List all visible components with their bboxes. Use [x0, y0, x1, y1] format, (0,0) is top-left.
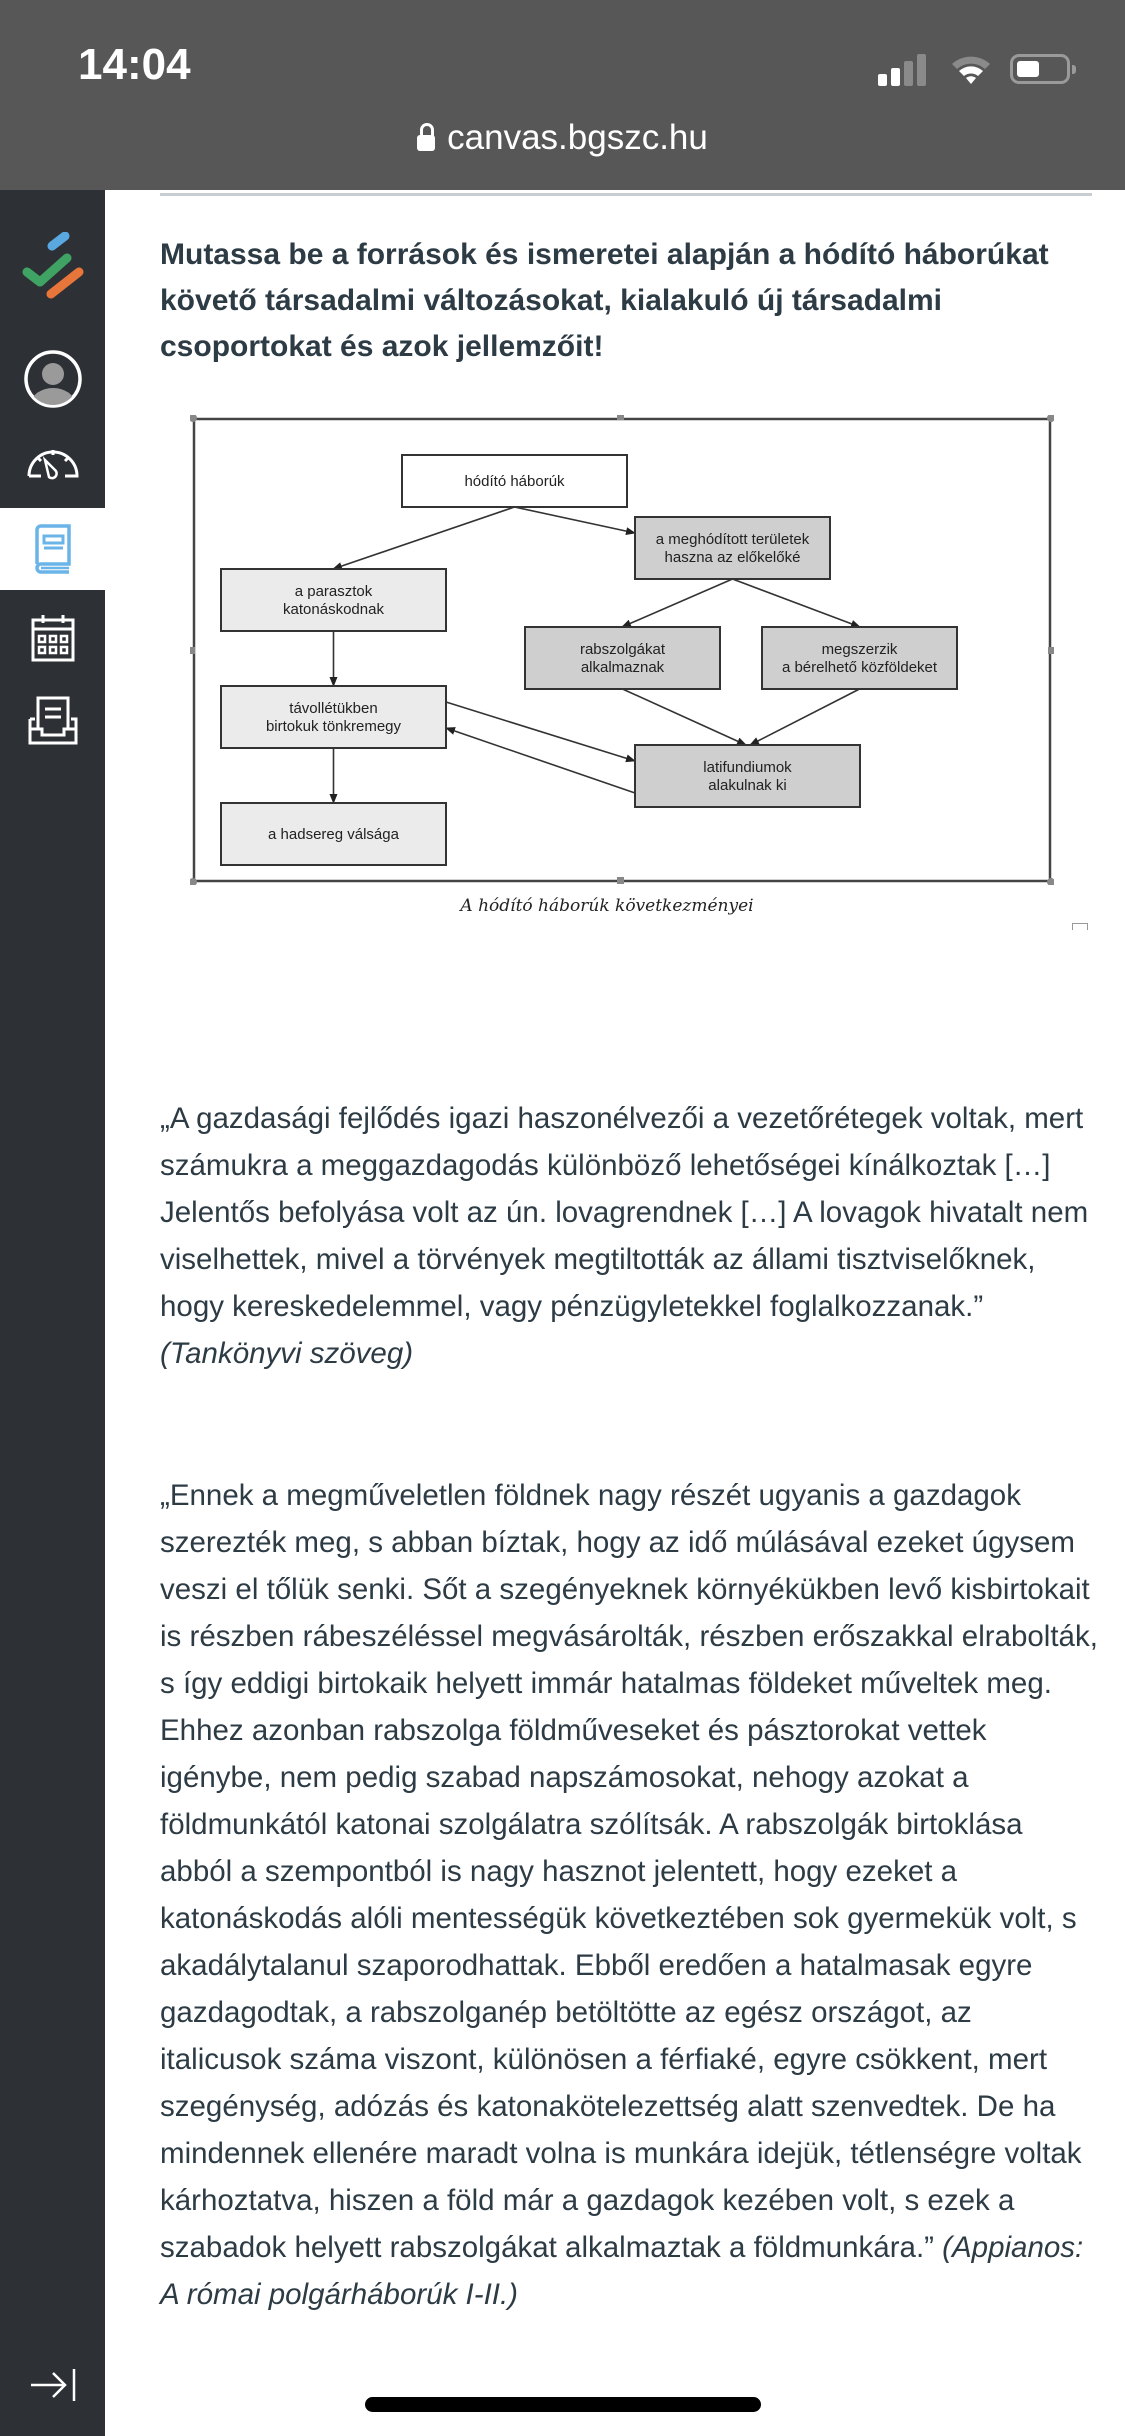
source-1-citation: (Tankönyvi szöveg) [160, 1337, 414, 1370]
home-indicator[interactable] [365, 2397, 761, 2412]
diagram-node-box [635, 745, 860, 807]
diagram-figure[interactable] [190, 415, 1054, 885]
address-bar[interactable] [0, 118, 1125, 158]
lock-icon [417, 135, 435, 151]
source-2-citation: (Appianos: A római polgárháborúk I-II.) [160, 2231, 1084, 2311]
sidebar-item-dashboard[interactable] [0, 420, 105, 500]
sidebar-item-canvas-logo[interactable] [0, 222, 105, 322]
sidebar-item-account[interactable] [0, 338, 105, 420]
resize-handle-icon [1072, 923, 1088, 930]
resize-handle [1048, 647, 1054, 654]
divider [160, 193, 1092, 196]
question-title: Mutassa be a források és ismeretei alapján a hódító háborúkat követő társadalmi változásokat, kialakuló új társadalmi csoportokat és azok jellemzőit! [160, 238, 1049, 363]
diagram-node-label: távollétükben [289, 700, 378, 717]
diagram-node-n6 [221, 686, 446, 748]
collapse-nav-button[interactable] [0, 2350, 105, 2420]
resize-handle [190, 647, 195, 654]
diagram-node-n3 [635, 517, 830, 579]
book-icon [31, 524, 75, 574]
diagram-node-label: rabszolgákat [579, 641, 666, 658]
sidebar-item-inbox[interactable] [0, 680, 105, 762]
diagram-node-label: latifundiumok [703, 759, 792, 776]
diagram-node-label: a parasztok [294, 583, 373, 600]
diagram-node-label: a hadsereg válsága [268, 826, 399, 843]
resize-handle [617, 877, 624, 884]
diagram-node-label: megszerzik [821, 641, 898, 658]
url-text: canvas.bgszc.hu [447, 118, 708, 157]
diagram-node-label: birtokuk tönkremegy [265, 718, 402, 735]
resize-handle [617, 415, 624, 420]
diagram [190, 415, 1054, 885]
diagram-node-box [762, 627, 957, 689]
status-bar [0, 0, 1125, 190]
source-1-text: „A gazdasági fejlődés igazi haszonélvezői a vezetőrétegek voltak, mert számukra a meggazdagodás különböző lehetőségei kínálkoztak […] Jelentős befolyása volt az ún. lovagrendnek […] A lovagok hivatalt nem viselhettek, mivel a törvények megtiltották az állami tisztviselőknek, hogy kereskedelemmel, vagy pénzügyletekkel foglalkozzanak.” [160, 1102, 1089, 1323]
clock: 14:04 [78, 40, 191, 89]
diagram-node-n2 [221, 569, 446, 631]
user-avatar-icon [22, 348, 84, 410]
speedometer-icon [25, 440, 81, 480]
global-nav-sidebar [0, 190, 105, 2436]
diagram-caption: A hódító háborúk következményei [460, 896, 754, 916]
source-2 [160, 1472, 1100, 2318]
diagram-node-n5 [762, 627, 957, 689]
diagram-node-n1 [402, 455, 627, 507]
inbox-icon [26, 695, 80, 747]
battery-icon [1010, 54, 1070, 84]
diagram-node-n4 [525, 627, 720, 689]
source-1 [160, 1095, 1100, 1377]
collapse-arrow-icon [28, 2367, 78, 2403]
diagram-node-label: haszna az előkelőké [664, 549, 801, 566]
sidebar-item-courses[interactable] [0, 508, 105, 590]
wifi-icon [950, 52, 992, 86]
diagram-node-label: katonáskodnak [283, 601, 384, 618]
diagram-node-label: a bérelhető közföldeket [781, 659, 938, 676]
diagram-node-n8 [221, 803, 446, 865]
diagram-node-box [635, 517, 830, 579]
diagram-node-box [525, 627, 720, 689]
canvas-logo-icon [18, 232, 88, 312]
diagram-node-label: hódító háborúk [464, 473, 565, 490]
diagram-node-box [221, 686, 446, 748]
calendar-icon [30, 612, 76, 662]
cellular-signal-icon [878, 52, 932, 86]
diagram-node-label: alkalmaznak [580, 659, 665, 676]
sidebar-item-calendar[interactable] [0, 596, 105, 678]
diagram-node-box [221, 569, 446, 631]
diagram-node-n7 [635, 745, 860, 807]
source-2-text: „Ennek a megműveletlen földnek nagy részét ugyanis a gazdagok szerezték meg, s abban bíztak, hogy az idő múlásával ezeket úgysem veszi el tőlük senki. Sőt a szegényeknek környékükben levő kisbirtokait is részben rábeszéléssel megvásárolták, részben erőszakkal elrabolták, s így eddigi birtokaik helyett immár hatalmas földeket műveltek meg. Ehhez azonban rabszolga földműveseket és pásztorokat vettek igénybe, nem pedig szabad napszámosokat, nehogy azokat a földmunkától katonai szolgálatra szólítsák. A rabszolgák birtoklása abból a szempontból is nagy hasznot jelentett, hogy ezeket a katonáskodás alóli mentességük következtében sok gyermekük volt, s akadálytalanul szaporodhattak. Ebből eredően a hatalmasak egyre gazdagodtak, a rabszolganép betöltötte az egész országot, az italicusok száma viszont, különösen a férfiaké, egyre csökkent, mert szegénység, adózás és katonakötelezettség alatt szenvedtek. De ha mindennek ellenére maradt volna is munkára idejük, tétlenségre voltak kárhoztatva, hiszen a föld már a gazdagok kezében volt, s ezek a szabadok helyett rabszolgákat alkalmaztak a földmunkára.” [160, 1479, 1098, 2264]
diagram-node-label: alakulnak ki [708, 777, 787, 794]
diagram-node-label: a meghódított területek [655, 531, 810, 548]
